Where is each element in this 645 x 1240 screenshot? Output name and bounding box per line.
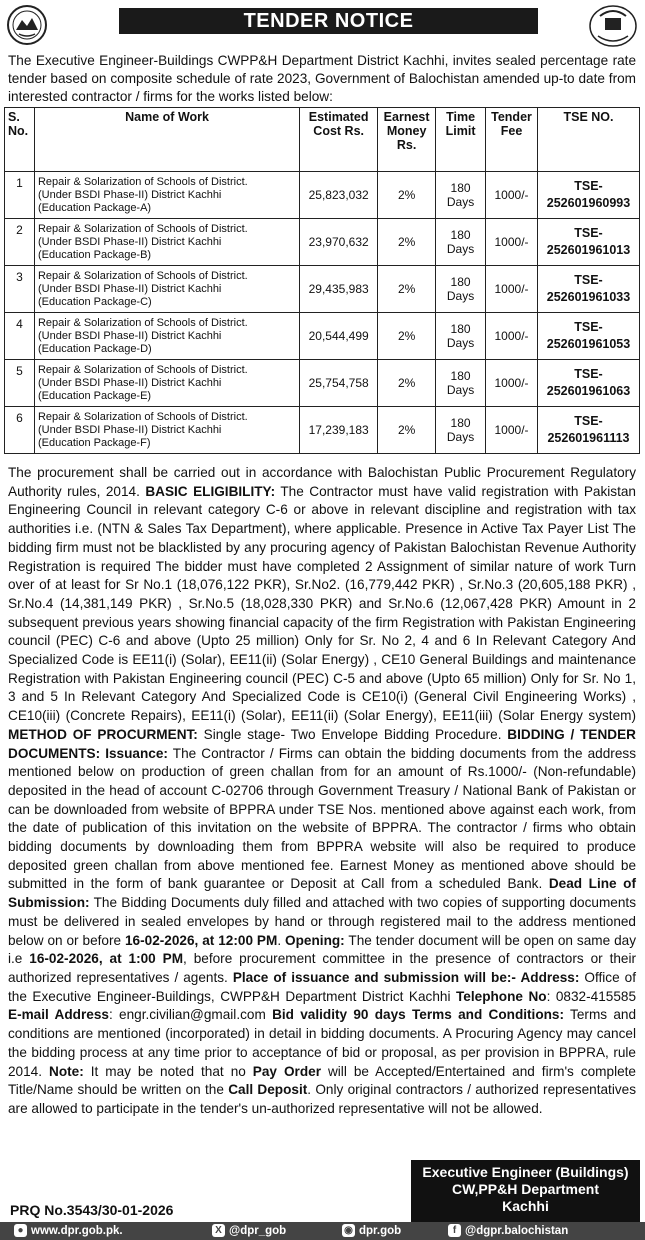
cell-work [34,266,299,313]
body-p6: . [277,932,286,948]
tse-number: 252601961033 [546,290,631,304]
footer-facebook[interactable] [448,1224,568,1238]
body-p12: It may be noted that no [83,1063,253,1079]
cell-tse [538,407,640,454]
balochistan-government-emblem-icon [6,4,48,46]
time-value: 180 [450,322,471,336]
cell-cost: 20,544,499 [300,313,378,360]
facebook-icon: f [448,1224,461,1237]
tse-number: 252601961013 [546,243,631,257]
work-line: (Education Package-A) [37,201,152,214]
cell-fee: 1000/- [486,172,538,219]
cell-earnest: 2% [378,313,436,360]
cell-cost: 29,435,983 [300,266,378,313]
time-value: 180 [450,416,471,430]
cell-fee: 1000/- [486,360,538,407]
cell-sno: 2 [5,219,35,266]
opening-label: Opening: [285,932,345,948]
place-label: Place of issuance and submission will be:- Address: [232,969,580,985]
work-line: (Education Package-C) [37,295,152,308]
tse-number: 252601961053 [546,337,631,351]
pay-order-label: Pay Order [252,1063,321,1079]
twitter-text: @dpr_gob [229,1225,287,1237]
tse-number: 252601960993 [546,196,631,210]
tse-prefix: TSE- [574,226,603,240]
cell-cost: 23,970,632 [300,219,378,266]
instagram-icon: ◉ [342,1224,355,1237]
tse-prefix: TSE- [574,273,603,287]
work-line: Repair & Solarization of Schools of District. [37,222,248,235]
globe-icon: ● [14,1224,27,1237]
cell-fee: 1000/- [486,266,538,313]
col-work: Name of Work [34,108,299,172]
cell-work [34,313,299,360]
note-label: Note: [49,1063,84,1079]
tse-number: 252601961063 [546,384,631,398]
cwpph-department-seal-icon [588,4,638,48]
table-header-row [5,108,640,172]
footer-bar [0,1222,645,1240]
body-p5: The Bidding Documents duly filled and attached with two copies of supporting documents must be delivered in sealed envelopes by hand or through registered mail to the address mentioned below on or before [8,895,636,948]
work-line: (Under BSDI Phase-II) District Kachhi [37,329,222,342]
cell-time [436,266,486,313]
table-row [5,360,640,407]
instagram-text: dpr.gob [359,1225,402,1237]
basic-eligibility-label: BASIC ELIGIBILITY: [145,483,276,499]
col-sno: S. No. [5,108,35,172]
header [0,0,645,50]
facebook-text: @dgpr.balochistan [465,1225,569,1237]
time-value: 180 [450,369,471,383]
col-cost: Estimated Cost Rs. [300,108,378,172]
signature-line-3: Kachhi [502,1198,549,1214]
tse-number: 252601961113 [547,431,630,445]
cell-tse [538,172,640,219]
cell-earnest: 2% [378,266,436,313]
work-line: (Education Package-B) [37,248,152,261]
signature-line-2: CW,PP&H Department [451,1181,600,1197]
cell-sno: 4 [5,313,35,360]
work-line: (Under BSDI Phase-II) District Kachhi [37,235,222,248]
email-value: : engr.civilian@gmail.com [108,1007,273,1023]
cell-fee: 1000/- [486,219,538,266]
page-title: TENDER NOTICE [119,8,538,34]
prq-number: PRQ No.3543/30-01-2026 [10,1202,174,1218]
body-p3: Single stage- Two Envelope Bidding Procedure. [197,726,508,742]
work-line: (Under BSDI Phase-II) District Kachhi [37,282,222,295]
cell-sno: 6 [5,407,35,454]
signature-line-1: Executive Engineer (Buildings) [422,1164,629,1180]
cell-time [436,360,486,407]
work-line: (Education Package-E) [37,389,152,402]
work-line: Repair & Solarization of Schools of District. [37,363,248,376]
col-tse: TSE NO. [538,108,640,172]
cell-earnest: 2% [378,172,436,219]
tse-prefix: TSE- [574,414,603,428]
phone-label: Telephone No [456,988,547,1004]
body-p13: will be Accepted/Entertained and firm's complete Title/Name should be written on the [8,1063,636,1098]
intro-paragraph: The Executive Engineer-Buildings CWPP&H Department District Kachhi, invites sealed percentage rate tender based on composite schedule of rate 2023, Government of Balochistan amended up-to date from interested contractor / firms for the works listed below: [8,53,636,104]
cell-earnest: 2% [378,360,436,407]
cell-sno: 5 [5,360,35,407]
col-fee: Tender Fee [486,108,538,172]
body-p14: . Only original contractors / authorized representatives are allowed to participate in the tender's un-authorized representative will not be allowed. [8,1082,636,1116]
footer-twitter[interactable] [212,1224,286,1238]
work-line: Repair & Solarization of Schools of District. [37,269,248,282]
work-line: (Under BSDI Phase-II) District Kachhi [37,423,222,436]
cell-sno: 1 [5,172,35,219]
time-value: 180 [450,275,471,289]
cell-work [34,172,299,219]
time-unit: Days [446,195,475,209]
work-line: (Under BSDI Phase-II) District Kachhi [37,188,222,201]
cell-sno: 3 [5,266,35,313]
work-line: Repair & Solarization of Schools of District. [37,410,248,423]
tse-prefix: TSE- [574,367,603,381]
time-value: 180 [450,181,471,195]
work-line: (Education Package-F) [37,436,151,449]
cell-work [34,219,299,266]
cell-tse [538,360,640,407]
documents-label: BIDDING / TENDER DOCUMENTS: Issuance: [8,726,636,761]
work-line: Repair & Solarization of Schools of District. [37,316,248,329]
table-row [5,172,640,219]
work-line: Repair & Solarization of Schools of District. [37,175,248,188]
body-p7: The tender document will be open on same day i.e [8,932,636,967]
tender-body-text [8,464,636,1119]
cell-cost: 25,754,758 [300,360,378,407]
bid-validity: Bid validity 90 days [272,1007,406,1023]
body-p1: The procurement shall be carried out in accordance with Balochistan Public Procurement Regulatory Authority rules, 2014. [8,465,636,499]
cell-earnest: 2% [378,407,436,454]
body-p8: , before procurement committee in the presence of contractors or their authorized representatives / agents. [8,951,637,985]
tse-prefix: TSE- [574,320,603,334]
time-unit: Days [446,336,475,350]
cell-time [436,172,486,219]
deadline-label: Dead Line of Submission: [8,876,636,911]
cell-fee: 1000/- [486,313,538,360]
cell-fee: 1000/- [486,407,538,454]
work-line: (Under BSDI Phase-II) District Kachhi [37,376,222,389]
tender-table [4,107,640,454]
deadline-date: 16-02-2026, at 12:00 PM [124,932,278,948]
table-row [5,219,640,266]
col-earnest: Earnest Money Rs. [378,108,436,172]
opening-date: 16-02-2026, at 1:00 PM [29,951,184,967]
cell-time [436,313,486,360]
time-unit: Days [446,289,475,303]
cell-tse [538,219,640,266]
table-row [5,266,640,313]
table-row [5,313,640,360]
time-value: 180 [450,228,471,242]
terms-label: Terms and Conditions: [412,1007,565,1023]
cell-earnest: 2% [378,219,436,266]
signature-block [411,1160,640,1222]
time-unit: Days [446,383,475,397]
cell-cost: 17,239,183 [300,407,378,454]
cell-time [436,219,486,266]
footer-instagram[interactable] [342,1224,401,1238]
cell-work [34,360,299,407]
cell-tse [538,266,640,313]
cell-work [34,407,299,454]
work-line: (Education Package-D) [37,342,152,355]
col-time: Time Limit [436,108,486,172]
tse-prefix: TSE- [574,179,603,193]
phone-value: : 0832-415585 [546,988,636,1004]
time-unit: Days [446,242,475,256]
email-label: E-mail Address [8,1007,109,1023]
table-row [5,407,640,454]
body-p11: Terms and conditions are mentioned (incorporated) in detail in bidding documents. A Procuring Agency may cancel the bidding process at any time prior to acceptance of bid or proposal, as per provision in BPPRA, rule 2014. [8,1007,637,1079]
x-twitter-icon: X [212,1224,225,1237]
body-p2: The Contractor must have valid registration with Pakistan Engineering Council in relevant category C-6 or above in relevant discipline and registration with tax authorities i.e. (NTN & Sales Tax Department), where applicable. Presence in Active Tax Payer List The bidding firm must not be blacklisted by any procuring agency of Pakistan Balochistan Revenue Authority Registration is required The bidder must have completed 2 Assignment of similar nature of work Turn over of at least for Sr No.1 (18,076,122 PKR), Sr.No2. (16,779,442 PKR) , Sr.No.3 (20,605,188 PKR) , Sr.No.4 (14,381,149 PKR) , Sr.No.5 (18,028,330 PKR) and Sr.No.6 (12,067,428 PKR) Amount in 2 subsequent previous years showing financial capacity of the firm Registration with Pakistan Engineering council (PEC) C-6 and above (Upto 25 million) Only for Sr. No 2, 4 and 6 In Relevant Category And Specialized Code is EE11(i) (Solar), EE11(ii) (Solar Energy) , CE10 General Buildings and maintenance Registration with Pakistan Engineering council (PEC) C-5 and above (Upto 65 million) Only for Sr. No 1, 3 and 5 In Relevant Category And Specialized Code is CE10(i) (General Civil Engineering Works) , CE10(iii) (Concrete Repairs), EE11(i) (Solar), EE11(ii) (Solar Energy), EE11(iii) (Solar Energy system) [8,483,636,724]
cell-tse [538,313,640,360]
time-unit: Days [446,430,475,444]
footer-website[interactable] [14,1224,123,1238]
call-deposit-label: Call Deposit [228,1082,308,1098]
method-label: METHOD OF PROCURMENT: [8,726,198,742]
cell-time [436,407,486,454]
cell-cost: 25,823,032 [300,172,378,219]
body-p9: Office of the Executive Engineer-Buildings, CWPP&H Department District Kachhi [8,969,636,1004]
website-text: www.dpr.gob.pk. [31,1225,123,1237]
body-p4: The Contractor / Firms can obtain the bidding documents from the address mentioned below on production of green challan from for an amount of Rs.1000/- (Non-refundable) deposited in the head of account C-02706 through Government Treasury / National Bank of Pakistan or can be downloaded from website of BPPRA under TSE Nos. mentioned above against each work, from the date of publication of this invitation on the website of BPPRA. The contractor / firms who obtain bidding documents by downloading them from BPPRA website will also be required to produce deposited green challan from above mentioned fee. Earnest Money as mentioned above should be submitted in the form of bank guarantee or Deposit at Call from a scheduled Bank. [8,745,636,892]
